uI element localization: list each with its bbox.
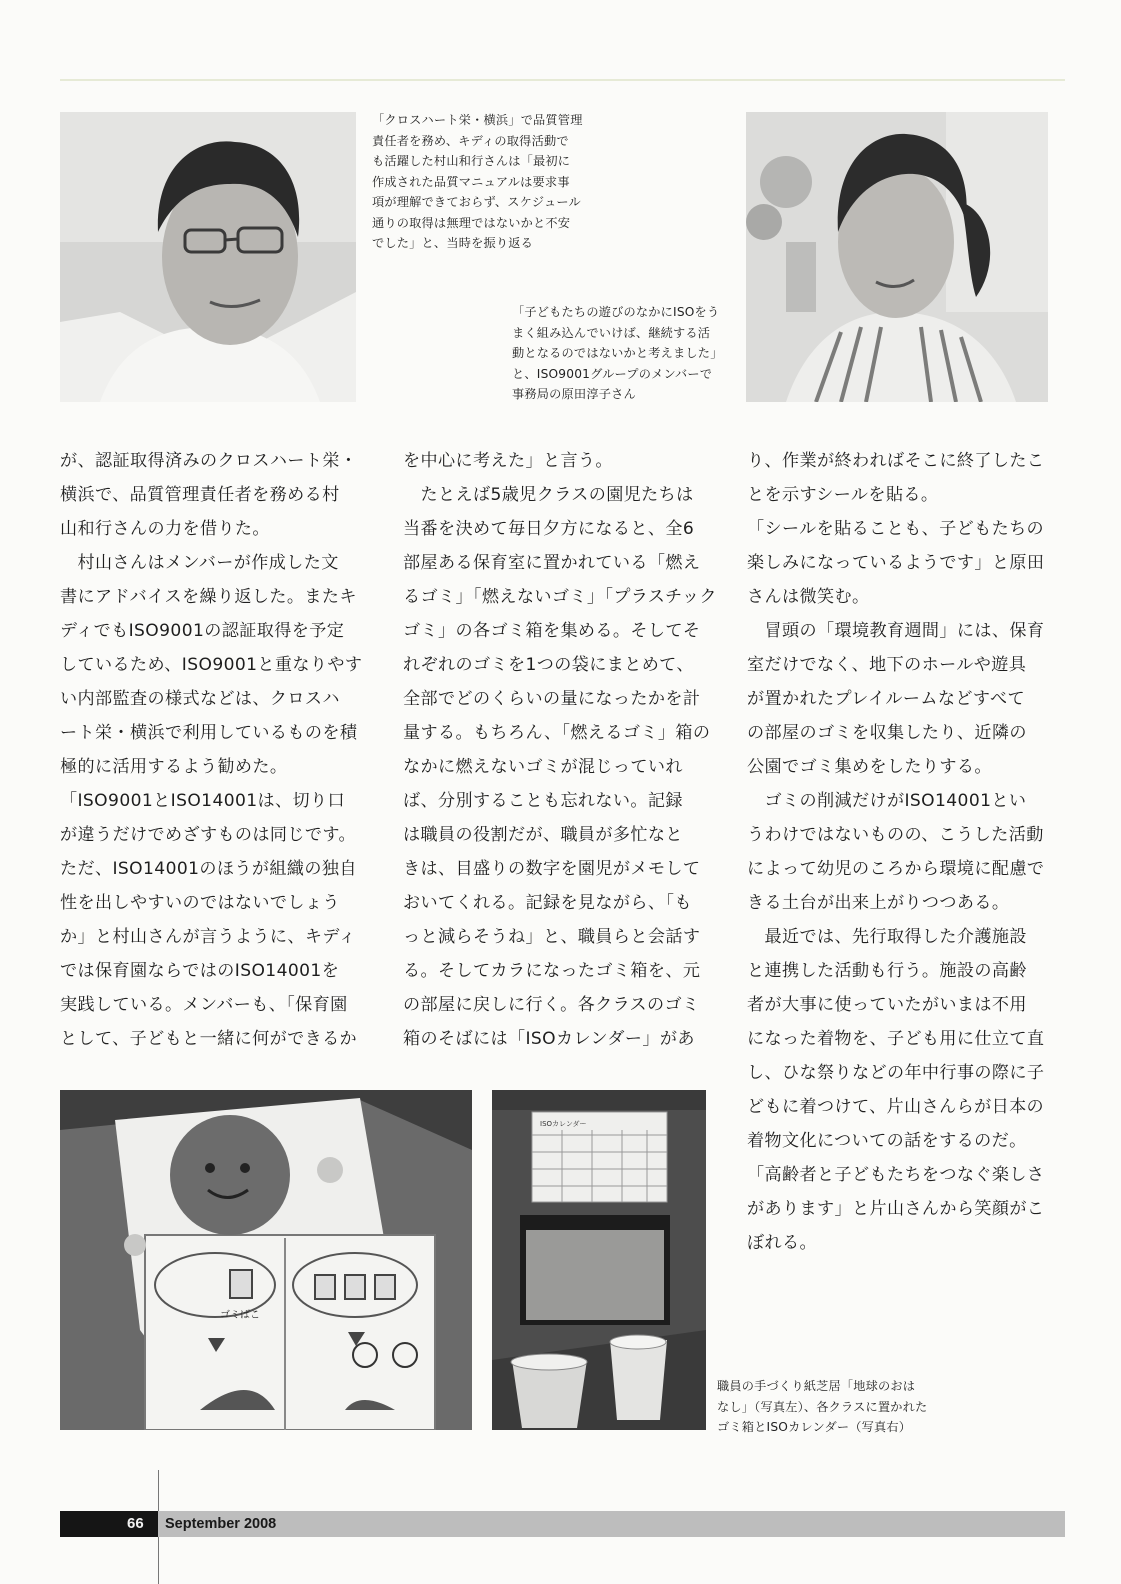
- article-line: 部屋ある保育室に置かれている「燃え: [403, 553, 701, 573]
- picture-story-label: ゴミばこ: [220, 1310, 260, 1321]
- photo-man: [60, 112, 356, 402]
- article-line: 横浜で、品質管理責任者を務める村: [60, 485, 340, 505]
- caption-line: 通りの取得は無理ではないかと不安: [372, 215, 571, 230]
- article-line: 最近では、先行取得した介護施設: [747, 927, 1027, 947]
- article-line: ゴミの削減だけがISO14001とい: [747, 791, 1027, 811]
- article-line: では保育園ならではのISO14001を: [60, 961, 340, 981]
- article-line: し、ひな祭りなどの年中行事の際に子: [747, 1063, 1045, 1083]
- article-line: る。そしてカラになったゴミ箱を、元: [403, 961, 701, 981]
- caption-line: 「子どもたちの遊びのなかにISOをう: [512, 305, 720, 319]
- article-line: 箱のそばには「ISOカレンダー」があ: [403, 1029, 695, 1049]
- caption-line: 項が理解できておらず、スケジュール: [372, 195, 581, 209]
- article-line: の部屋のゴミを収集したり、近隣の: [747, 723, 1027, 743]
- article-line: ただ、ISO14001のほうが組織の独自: [60, 859, 357, 879]
- article-line: が、認証取得済みのクロスハート栄・: [60, 451, 358, 471]
- article-line: が違うだけでめざすものは同じです。: [60, 825, 357, 845]
- article-line: 室だけでなく、地下のホールや遊具: [747, 655, 1027, 675]
- article-column-1: [60, 444, 362, 1056]
- article-column-2: [403, 444, 717, 1056]
- photo-woman: [746, 112, 1048, 402]
- article-line: おいてくれる。記録を見ながら、「も: [403, 893, 692, 913]
- article-line: 量する。もちろん、「燃えるゴミ」箱の: [403, 723, 711, 743]
- article-line: 着物文化についての話をするのだ。: [747, 1131, 1027, 1151]
- article-line: きは、目盛りの数字を園児がメモして: [403, 859, 701, 879]
- article-line: たとえば5歳児クラスの園児たちは: [403, 485, 694, 505]
- article-line: どもに着つけて、片山さんらが日本の: [747, 1097, 1045, 1117]
- article-line: 「ISO9001とISO14001は、切り口: [60, 791, 346, 811]
- photo-bins-calendar: [492, 1090, 706, 1430]
- article-line: っと減らそうね」と、職員らと会話す: [403, 927, 701, 947]
- article-line: か」と村山さんが言うように、キディ: [60, 927, 357, 947]
- article-line: になった着物を、子ども用に仕立て直: [747, 1029, 1045, 1049]
- article-line: 書にアドバイスを繰り返した。またキ: [60, 587, 357, 607]
- article-line: きる土台が出来上がりつつある。: [747, 893, 1010, 913]
- article-line: 公園でゴミ集めをしたりする。: [747, 757, 992, 777]
- caption-bottom: [717, 1376, 927, 1438]
- caption-line: 「クロスハート栄・横浜」で品質管理: [372, 113, 583, 127]
- article-line: として、子どもと一緒に何ができるか: [60, 1029, 358, 1049]
- article-line: ば、分別することも忘れない。記録: [403, 791, 683, 811]
- article-line: さんは微笑む。: [747, 587, 870, 607]
- page-number: 66: [127, 1515, 144, 1532]
- article-line: 実践している。メンバーも、「保育園: [60, 995, 348, 1015]
- article-line: と連携した活動も行う。施設の高齢: [747, 961, 1027, 981]
- article-line: ゴミ」の各ゴミ箱を集める。そしてそ: [403, 621, 701, 641]
- article-line: は職員の役割だが、職員が多忙なと: [403, 825, 683, 845]
- caption-line: と、ISO9001グループのメンバーで: [512, 366, 713, 381]
- article-line: 楽しみになっているようです」と原田: [747, 553, 1045, 573]
- caption-line: なし」（写真左）、各クラスに置かれた: [717, 1399, 928, 1414]
- article-line: とを示すシールを貼る。: [747, 485, 939, 505]
- article-line: れぞれのゴミを1つの袋にまとめて、: [403, 655, 694, 675]
- article-line: 極的に活用するよう勧めた。: [60, 757, 288, 777]
- article-line: ディでもISO9001の認証取得を予定: [60, 621, 345, 641]
- article-line: の部屋に戻しに行く。各クラスのゴミ: [403, 995, 700, 1015]
- caption-line: 作成された品質マニュアルは要求事: [372, 174, 570, 189]
- article-column-3: [747, 444, 1044, 1260]
- top-rule: [60, 79, 1065, 81]
- article-line: なかに燃えないゴミが混じっていれ: [403, 757, 683, 777]
- article-line: によって幼児のころから環境に配慮で: [747, 859, 1045, 879]
- article-line: 全部でどのくらいの量になったかを計: [403, 689, 701, 709]
- article-line: り、作業が終わればそこに終了したこ: [747, 451, 1045, 471]
- caption-line: 事務局の原田淳子さん: [512, 387, 636, 401]
- article-line: るゴミ」「燃えないゴミ」「プラスチック: [403, 587, 717, 607]
- caption-line: 責任者を務め、キディの取得活動で: [372, 133, 569, 148]
- article-line: ぼれる。: [747, 1233, 817, 1253]
- article-line: い内部監査の様式などは、クロスハ: [60, 689, 340, 709]
- caption-line: 動となるのではないかと考えました」: [512, 346, 723, 360]
- caption-man: [372, 110, 583, 254]
- article-line: 性を出しやすいのではないでしょう: [60, 893, 340, 913]
- caption-line: ゴミ箱とISOカレンダー（写真右）: [717, 1420, 912, 1434]
- photo-picture-story: [60, 1090, 472, 1430]
- caption-line: 職員の手づくり紙芝居「地球のおは: [717, 1379, 916, 1393]
- issue-date: September 2008: [165, 1516, 277, 1532]
- caption-line: まく組み込んでいけば、継続する活: [512, 325, 711, 340]
- caption-line: でした」と、当時を振り返る: [372, 236, 534, 250]
- article-line: を中心に考えた」と言う。: [403, 451, 613, 471]
- article-line: が置かれたプレイルームなどすべて: [747, 689, 1026, 709]
- calendar-title: ISOカレンダー: [540, 1120, 587, 1128]
- article-line: しているため、ISO9001と重なりやす: [60, 655, 363, 675]
- article-line: があります」と片山さんから笑顔がこ: [747, 1199, 1045, 1219]
- article-line: 「シールを貼ることも、子どもたちの: [747, 519, 1045, 539]
- article-line: ート栄・横浜で利用しているものを積: [60, 723, 358, 743]
- article-line: 山和行さんの力を借りた。: [60, 519, 270, 539]
- article-line: うわけではないものの、こうした活動: [747, 825, 1044, 845]
- article-line: 冒頭の「環境教育週間」には、保育: [747, 621, 1045, 641]
- caption-woman: [512, 302, 723, 405]
- article-line: 「高齢者と子どもたちをつなぐ楽しさ: [747, 1165, 1045, 1185]
- article-line: 者が大事に使っていたがいまは不用: [747, 995, 1027, 1015]
- article-line: 村山さんはメンバーが作成した文: [60, 553, 339, 573]
- caption-line: も活躍した村山和行さんは「最初に: [372, 154, 571, 168]
- article-line: 当番を決めて毎日夕方になると、全6: [403, 519, 695, 539]
